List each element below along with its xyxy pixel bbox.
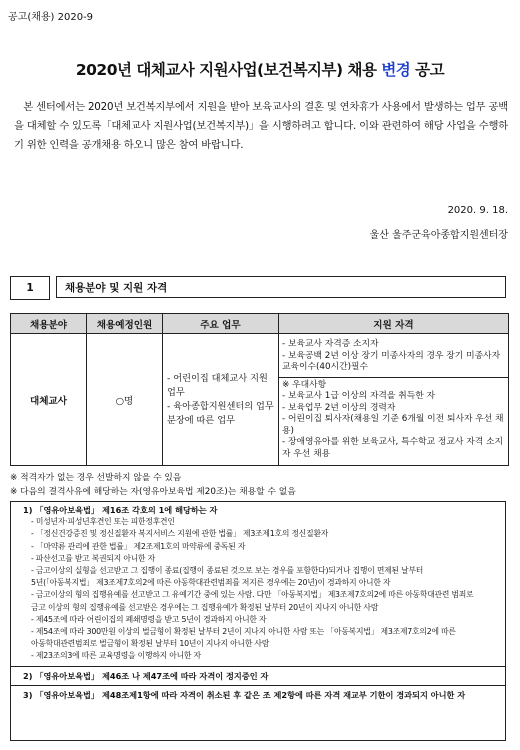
qual-required [279,339,508,378]
ineligible-heading-2: 2) 「영유아보육법」 제46조 나 제47조에 따라 자격이 정지중인 자 [11,666,505,682]
header-count: 채용예정인원 [87,314,163,334]
qual-item: - 어린이집 퇴사자(채용일 기준 6개월 이전 퇴사자 우선 채용) [282,414,504,436]
section-title: 채용분야 및 지원 자격 [56,276,506,298]
intro-text: 본 센터에서는 2020년 보건복지부에서 지원을 받아 보육교사의 결혼 및 연차휴가 사용에서 발생하는 업무 공백을 대체할 수 있도록「대체교사 지원사업(보건복지부)」을 시행하려고 합니다. 이와 관련하여 해당 사업을 수행하기 위한 인력을 공개채용 하오니 많은 참여 바랍니다. [14,101,508,151]
qual-item: - 보육교사 자격증 소지자 [282,339,379,349]
note-item: ※ 다음의 결격사유에 해당하는 자(영유아보육법 제20조)는 채용할 수 없음 [10,486,296,497]
ineligible-heading-1: 1) 「영유아보육법」 제16조 각호의 1에 해당하는 자 [23,505,218,515]
qual-item: - 보육업무 2년 이상의 경력자 [282,402,396,413]
header-qualifications: 지원 자격 [279,314,509,334]
notes [10,472,296,499]
qual-pref-title: ※ 우대사항 [282,379,327,390]
ineligible-item: 아동학대관련범죄로 벌금형이 확정된 날부터 10년이 지나지 아니한 사람 [31,639,270,649]
qual-item: - 보육교사 1급 이상의 자격을 취득한 자 [282,391,436,401]
ineligible-item: - 「정신건강증진 및 정신질환자 복지서비스 지원에 관한 법률」 제3조제1호의 정신질환자 [31,529,329,539]
table-row [11,334,509,466]
ineligible-item: - 제23조의3에 따른 교육명령을 이행하지 아니한 자 [31,651,201,661]
cell-field: 대체교사 [11,334,87,466]
qual-item: - 장애영유아를 위한 보육교사, 특수학교 정교사 자격 소지자 우선 채용 [282,437,503,459]
ineligible-item: - 제45조에 따라 어린이집의 폐쇄명령을 받고 5년이 경과하지 아니한 자 [31,614,267,624]
ineligible-item: 5년(「아동복지법」 제3조제7호의2에 따른 아동학대관련범죄를 저지른 경우에는 20년)이 경과하지 아니한 자 [31,578,391,588]
table-header-row [11,314,509,334]
ineligible-item: - 금고이상의 형의 집행유예를 선고받고 그 유예기간 중에 있는 사람. 다만 「아동복지법」 제3조제7호의2에 따른 아동학대관련 범죄로 [31,590,474,600]
ineligibility-box [10,501,506,741]
ineligible-item: 금고 이상의 형의 집행유예를 선고받은 경우에는 그 집행유예가 확정된 날부터 20년이 지나지 아니한 사람 [31,602,379,612]
section-heading [10,276,508,300]
title-text-post: 공고 [410,61,445,79]
duty-item: - 육아종합지원센터의 업무분장에 따른 업무 [167,400,274,426]
cell-count: ○명 [87,334,163,466]
ineligible-item: - 파산선고를 받고 복권되지 아니한 자 [31,553,155,563]
ineligible-item: - 미성년자·피성년후견인 또는 피한정후견인 [31,517,175,527]
cell-duties [163,334,279,466]
qual-preferred [282,378,505,461]
ineligible-item: - 제54조에 따라 300만원 이상의 벌금형이 확정된 날부터 2년이 지나지 아니한 사람 또는 「아동복지법」 제3조제7호의2에 따른 [31,627,456,637]
section-number: 1 [10,276,50,300]
page-title [0,58,520,80]
intro-paragraph [14,98,508,155]
note-item: ※ 적격자가 없는 경우 선발하지 않을 수 있음 [10,473,182,483]
ineligible-item: - 「마약류 관리에 관한 법률」 제2조제1호의 마약류에 중독된 자 [31,541,246,551]
header-duties: 주요 업무 [163,314,279,334]
cell-qualifications [279,334,509,466]
header-field: 채용분야 [11,314,87,334]
organization-name: 울산 울주군육아종합지원센터장 [369,230,508,241]
title-text-pre: 2020년 대체교사 지원사업(보건복지부) 채용 [75,61,382,79]
duty-item: - 어린이집 대체교사 지원 업무 [167,372,268,398]
recruitment-table [10,313,509,466]
title-highlight: 변경 [381,61,411,79]
notice-number: 공고(채용) 2020-9 [8,12,94,23]
qual-item: - 보육공백 2년 이상 장기 미종사자의 경우 장기 미종사자 교육이수(40시간)필수 [282,350,501,372]
ineligible-item: - 금고이상의 실형을 선고받고 그 집행이 종료(집행이 종료된 것으로 보는 경우를 포함한다)되거나 집행이 면제된 날부터 [31,566,424,576]
ineligible-heading-3: 3) 「영유아보육법」 제48조제1항에 따라 자격이 취소된 후 같은 조 제2항에 따른 자격 재교부 기한이 경과되지 아니한 자 [11,685,505,701]
announcement-date: 2020. 9. 18. [447,205,508,216]
